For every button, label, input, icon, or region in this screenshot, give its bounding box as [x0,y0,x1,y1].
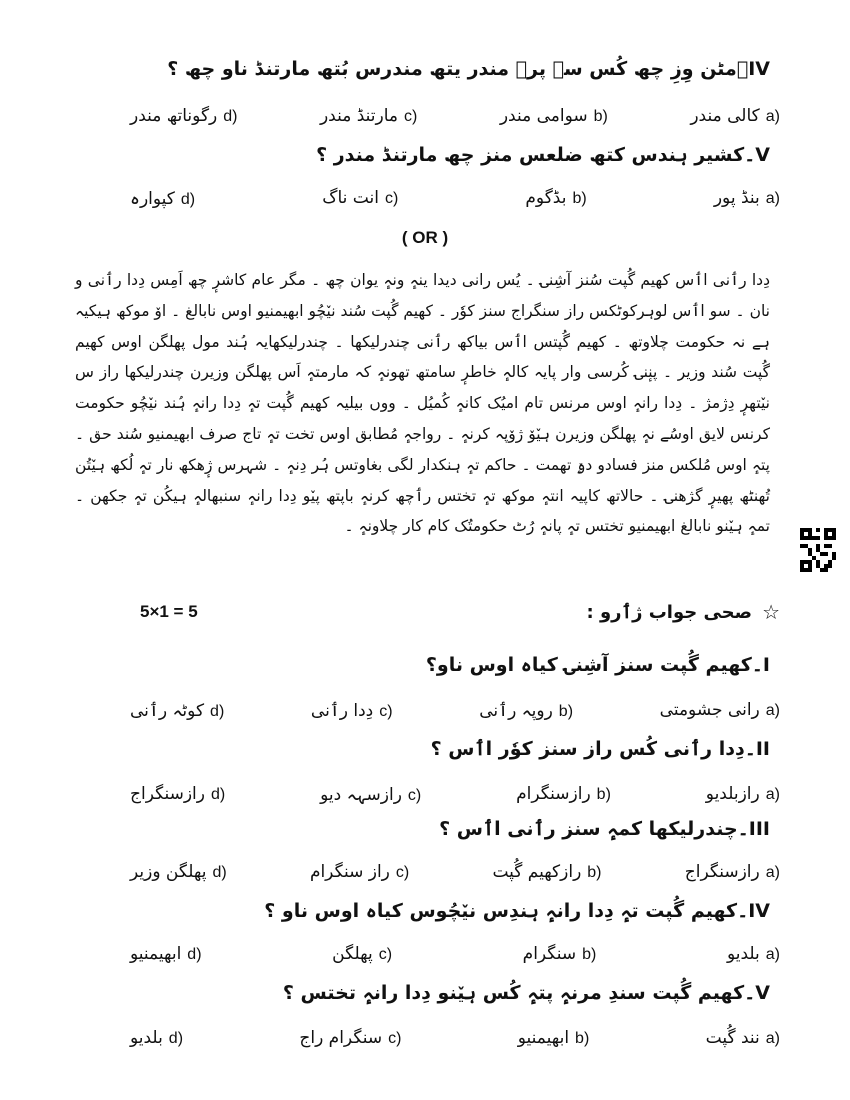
option-b: b) سنگرام [522,944,597,964]
qr-code-icon [800,528,836,572]
question-s2-q4: IV۔کھیم گُپت تہٕ دِدا رانہٕ ہندِس نیٚچُوس کیاہ اوس ناو ؟ [264,900,770,922]
question-s2-q5: V۔کھیم گُپت سندِ مرنہٕ پتہٕ کُس ہیٚنو دِدا رانہٕ تختس ؟ [282,982,770,1004]
option-c: c) دِدا رٲنی [310,701,393,721]
option-b: b) ابھیمنیو [517,1028,590,1048]
option-a: a) کالی مندر [690,106,780,126]
instruction-row [140,600,780,630]
option-d: d) بلدیو [130,1028,184,1048]
reading-passage: دِدا رٲنی اٲس کھیم گُپت سُنز آشِنۍ ۔ یُس رانی دیدا ینہٕ ونہٕ یوان چھ ۔ مگر عام کاشرٕ چھ اَمِس دِدا رٲنی و نان ۔ سو اٲس لوہرکوٹکس راز سنگراج سنز کوٗر ۔ کھیم گُپت سُند نیٚچُو ابھیمنیو اوس نابالغ ۔ اوٚ موکھ ہیکیہ ہے نہ حکومت چلاوتھ ۔ کھیم گُپتس اٲس بیاکھ رٲنی چندرلیکھا ۔ چندرلیکھایہ ہُند مول پھلگن اوس کھیم گُپت سُند وزیر ۔ پنٕنۍ کُرسی وار پایہ کالہٕ خاطرٕ سامتھ تھونہٕ کہ مارمتہٕ اَس پھلگن وزیرن چندرلیکھا راز س نیٚتھرٕ دِژمژ ۔ دِدا رانہٕ اوس مرنس تام امیُک کانہٕ کُمیُل ۔ ووں بیلیہ کھیم گُپت تہٕ دِدا رانہٕ ہُند نیٚچُو حکومت کرنس لایق اوسُے نہٕ پھلگن وزیرن ہیٚوٚ ژوٚپہ کرنہٕ ۔ رواجہٕ مُطابق اوس تخت تہٕ تاج صرف ابھیمنیو سُند حق ۔ پتہٕ اوس مُلکس منز فسادو دۄٚ تھمت ۔ حاکم تہٕ ہنکدار لگی بغاوتس ہُر دِنہٕ ۔ شہرس ژٕھکھ نار تہٕ لُکھ ہیٚتُن تُھنٹھ پھیرٕ گژھنۍ ۔ حالاتھ کاپیہ انتہٕ موکھ تہٕ تختس رٲچھ کرنہٕ باپتھ پیٚو دِدا رانہٕ سنبھالہٕ ہیکُن تہٕ جکھن ۔ تمہٕ ہیٚنو نابالغ ابھیمنیو تختس تہٕ پانہٕ رُٹ حکومتُک کام کار چلاونہٕ ۔ [75,271,770,536]
star-icon: ☆ [762,600,780,624]
marks-label: 5×1 = 5 [140,602,198,621]
option-b: b) بڈگوم [525,188,587,208]
option-d: d) ابھیمنیو [130,944,202,964]
question-s2-q2: II۔دِدا رٲنی کُس راز سنز کوٗر اٲس ؟ [430,738,770,760]
option-c: c) رازسہہ دیو [320,785,422,805]
option-a: a) رانی جشومتی [659,700,780,720]
question-s1-q5: V۔کشیر ہندس کتھ ضلعس منز چھ مارتنڈ مندر ؟ [316,144,770,166]
options-s2-q2 [130,784,780,805]
options-s2-q4 [130,944,780,964]
option-a: a) رازبلدیو [705,784,780,804]
option-a: a) نند گُپت [705,1028,780,1048]
options-s2-q5 [130,1028,780,1048]
option-b: b) روپہ رٲنی [479,701,574,721]
option-b: b) رازکھیم گُپت [492,862,602,882]
option-d: d) پھلگن وزیر [130,862,227,882]
instruction-text: صحی جواب ژٲرو : [586,601,753,623]
question-s2-q3: III۔چندرلیکھا کمہٕ سنز رٲنی اٲس ؟ [439,818,770,840]
options-s2-q3 [130,862,780,882]
options-s1-q5 [130,188,780,209]
options-s1-q4 [130,106,780,126]
option-d: d) کوٹہ رٲنی [130,701,225,721]
option-a: a) بلدیو [726,944,780,964]
option-d: d) رازسنگراج [130,784,226,804]
question-s1-q4: IV۔مٹن وِزِ چھ کُس سۄ پرٛ مندر یتھ مندرس بُتھ مارتنڈ ناو چھ ؟ [167,58,770,80]
or-separator: ( OR ) [401,228,449,247]
option-d: d) رگوناتھ مندر [130,106,238,126]
option-c: c) پھلگن [332,944,393,964]
question-s2-q1: I۔کھیم گُپت سنز آشِنۍ کیاہ اوس ناو؟ [425,654,770,676]
option-a: a) رازسنگراج [684,862,780,882]
option-c: c) سنگرام راج [299,1028,402,1048]
option-d: d) کپوارہ [130,189,196,209]
option-c: c) انت ناگ [322,188,399,208]
option-a: a) بنڈ پور [713,188,780,208]
option-c: c) راز سنگرام [309,862,410,882]
options-s2-q1 [130,700,780,721]
option-b: b) سوامی مندر [499,106,608,126]
option-c: c) مارتنڈ مندر [319,106,418,126]
option-b: b) رازسنگرام [516,784,611,804]
